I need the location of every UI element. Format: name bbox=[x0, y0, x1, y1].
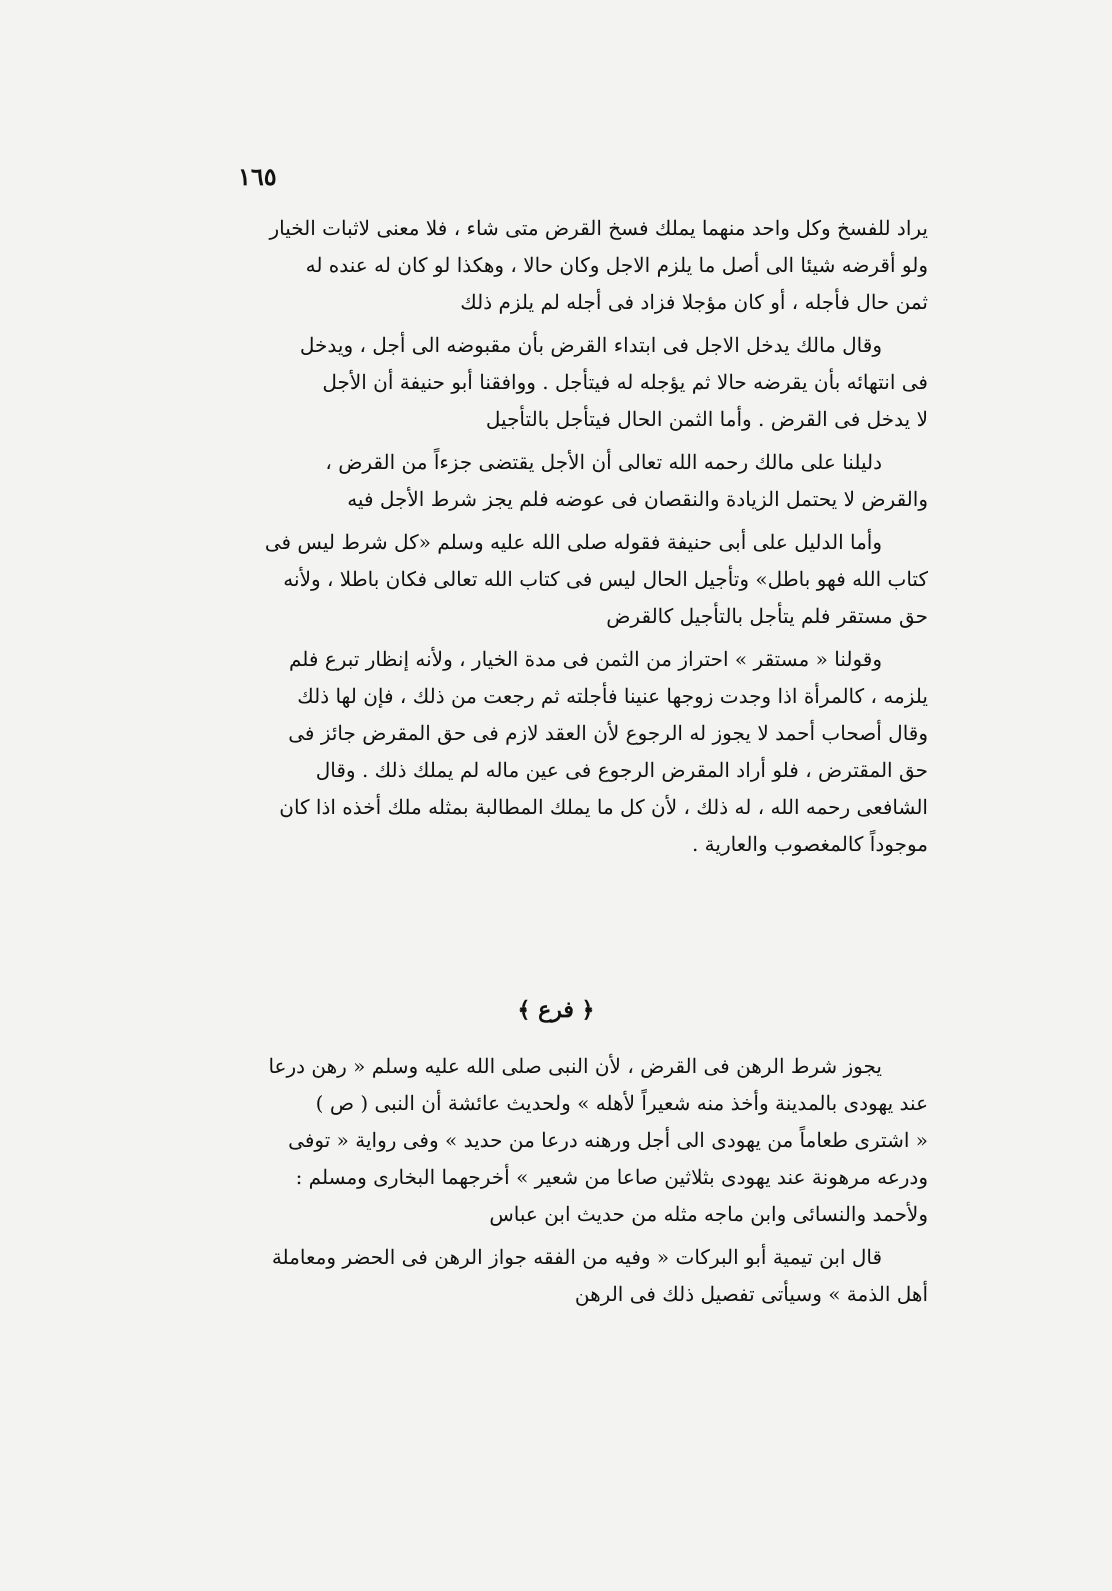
text-line: وأما الدليل على أبى حنيفة فقوله صلى الله عليه وسلم «كل شرط ليس فى bbox=[264, 530, 882, 554]
text-line: وقال أصحاب أحمد لا يجوز له الرجوع لأن العقد لازم فى حق المقرض جائز فى bbox=[288, 721, 928, 745]
paragraph-7 bbox=[190, 1239, 928, 1313]
paragraph-6 bbox=[190, 1048, 928, 1233]
text-line: وقال مالك يدخل الاجل فى ابتداء القرض بأن مقبوضه الى أجل ، ويدخل bbox=[299, 333, 882, 357]
text-line: قال ابن تيمية أبو البركات « وفيه من الفقه جواز الرهن فى الحضر ومعاملة bbox=[271, 1245, 882, 1269]
text-line: والقرض لا يحتمل الزيادة والنقصان فى عوضه فلم يجز شرط الأجل فيه bbox=[347, 487, 928, 511]
text-line: ولأحمد والنسائى وابن ماجه مثله من حديث ابن عباس bbox=[489, 1202, 928, 1226]
text-line: كتاب الله فهو باطل» وتأجيل الحال ليس فى كتاب الله تعالى فكان باطلا ، ولأنه bbox=[283, 567, 928, 591]
text-line: يلزمه ، كالمرأة اذا وجدت زوجها عنينا فأجلته ثم رجعت من ذلك ، فإن لها ذلك bbox=[297, 684, 928, 708]
text-line: يجوز شرط الرهن فى القرض ، لأن النبى صلى الله عليه وسلم « رهن درعا bbox=[268, 1054, 882, 1078]
text-line: وقولنا « مستقر » احتراز من الثمن فى مدة الخيار ، ولأنه إنظار تبرع فلم bbox=[288, 647, 882, 671]
section-heading: ﴿ فرع ﴾ bbox=[517, 997, 595, 1023]
text-line: موجوداً كالمغصوب والعارية . bbox=[691, 832, 928, 856]
text-line: لا يدخل فى القرض . وأما الثمن الحال فيتأجل بالتأجيل bbox=[485, 407, 928, 431]
text-line: الشافعى رحمه الله ، له ذلك ، لأن كل ما يملك المطالبة بمثله ملك أخذه اذا كان bbox=[279, 795, 928, 819]
text-line: يراد للفسخ وكل واحد منهما يملك فسخ القرض متى شاء ، فلا معنى لاثبات الخيار bbox=[269, 216, 928, 240]
text-line: ولو أقرضه شيئا الى أصل ما يلزم الاجل وكان حالا ، وهكذا لو كان له عنده له bbox=[305, 253, 928, 277]
text-block-2 bbox=[190, 1048, 928, 1313]
text-line: حق المقترض ، فلو أراد المقرض الرجوع فى عين ماله لم يملك ذلك . وقال bbox=[315, 758, 928, 782]
page-number: ١٦٥ bbox=[238, 162, 277, 191]
text-line: أهل الذمة » وسيأتى تفصيل ذلك فى الرهن bbox=[574, 1282, 928, 1306]
text-line: دليلنا على مالك رحمه الله تعالى أن الأجل يقتضى جزءاً من القرض ، bbox=[325, 450, 882, 474]
text-line: « اشترى طعاماً من يهودى الى أجل ورهنه درعا من حديد » وفى رواية « توفى bbox=[288, 1128, 928, 1152]
text-line: فى انتهائه بأن يقرضه حالا ثم يؤجله له فيتأجل . ووافقنا أبو حنيفة أن الأجل bbox=[322, 370, 928, 394]
paragraph-5 bbox=[190, 641, 928, 863]
text-block-1 bbox=[190, 210, 928, 863]
text-line: ودرعه مرهونة عند يهودى بثلاثين صاعا من شعير » أخرجهما البخارى ومسلم : bbox=[295, 1165, 928, 1189]
paragraph-4 bbox=[190, 524, 928, 635]
paragraph-3 bbox=[190, 444, 928, 518]
text-line: عند يهودى بالمدينة وأخذ منه شعيراً لأهله » ولحديث عائشة أن النبى ( ص ) bbox=[315, 1091, 928, 1115]
text-line: ثمن حال فأجله ، أو كان مؤجلا فزاد فى أجله لم يلزم ذلك bbox=[460, 290, 928, 314]
paragraph-2 bbox=[190, 327, 928, 438]
paragraph-1 bbox=[190, 210, 928, 321]
text-line: حق مستقر فلم يتأجل بالتأجيل كالقرض bbox=[606, 604, 928, 628]
